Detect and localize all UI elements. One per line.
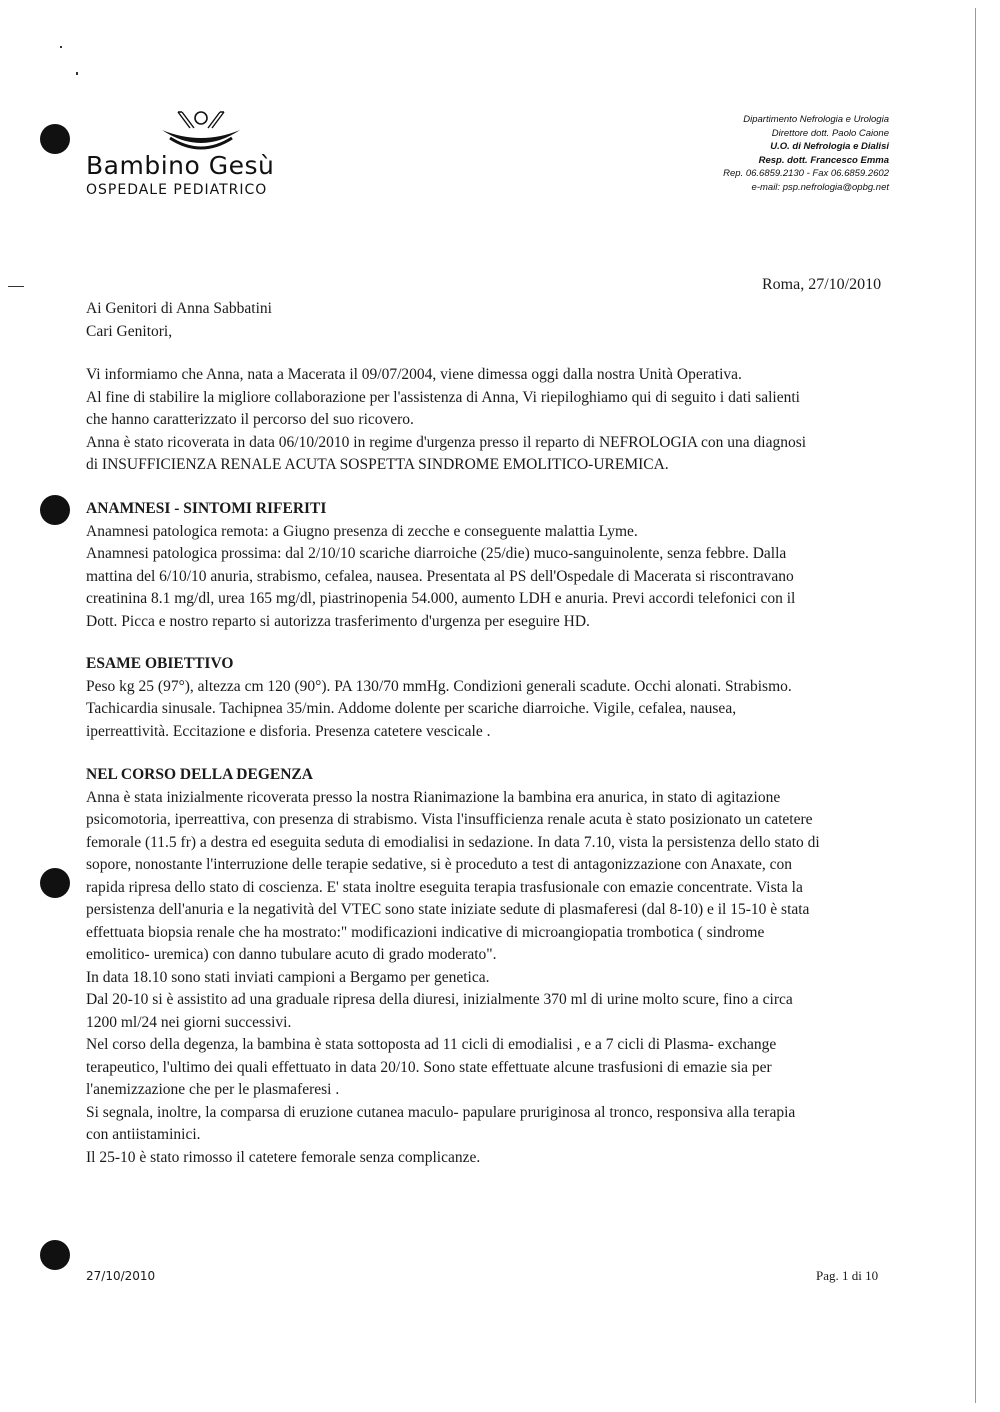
text-line: sopore, nonostante l'interruzione delle terapie sedative, si è proceduto a test di antagonizzazione con Anaxate, con [86, 856, 793, 873]
section-esame-obiettivo [86, 653, 886, 743]
text-line: Nel corso della degenza, la bambina è stata sottoposta ad 11 cicli di emodialisi , e a 7 cicli di Plasma- exchange [86, 1036, 777, 1053]
department-line: Dipartimento Nefrologia e Urologia [743, 114, 889, 125]
text-line: In data 18.10 sono stati inviati campioni a Bergamo per genetica. [86, 968, 490, 986]
text-line: terapeutico, l'ultimo dei quali effettuato in data 20/10. Sono state effettuate alcune trasfusioni di emazie sia per [86, 1058, 772, 1076]
text-line: Si segnala, inoltre, la comparsa di eruzione cutanea maculo- papulare pruriginosa al tronco, responsiva alla terapia [86, 1103, 796, 1121]
text-line: Vi informiamo che Anna, nata a Macerata il 09/07/2004, viene dimessa oggi dalla nostra Unità Operativa. [86, 366, 742, 383]
punch-hole [40, 495, 70, 525]
intro-paragraph [86, 364, 886, 477]
hospital-name: Bambino Gesù [86, 151, 275, 180]
section-heading: ANAMNESI - SINTOMI RIFERITI [86, 500, 327, 517]
text-line: 1200 ml/24 nei giorni successivi. [86, 1013, 292, 1031]
department-line: Resp. dott. Francesco Emma [758, 154, 889, 166]
department-line: Direttore dott. Paolo Caione [771, 127, 889, 139]
department-line: U.O. di Nefrologia e Dialisi [770, 141, 889, 152]
text-line: Anna è stato ricoverata in data 06/10/2010 in regime d'urgenza presso il reparto di NEFROLOGIA con una diagnosi [86, 433, 807, 451]
section-anamnesi [86, 498, 886, 633]
text-line: iperreattività. Eccitazione e disforia. Presenza catetere vescicale . [86, 722, 491, 740]
text-line: con antiistaminici. [86, 1126, 201, 1143]
greeting: Cari Genitori, [86, 322, 173, 340]
page-number: Pag. 1 di 10 [816, 1268, 879, 1283]
text-line: creatinina 8.1 mg/dl, urea 165 mg/dl, piastrinopenia 54.000, aumento LDH e anuria. Previ accordi telefonici con il [86, 590, 796, 607]
scan-mark [60, 46, 62, 48]
addressee: Ai Genitori di Anna Sabbatini [86, 300, 272, 317]
department-info [723, 113, 889, 194]
text-line: Il 25-10 è stato rimosso il catetere femorale senza complicanze. [86, 1148, 481, 1166]
bambino-gesu-logo-icon [156, 108, 246, 150]
hospital-logo [86, 108, 286, 200]
text-line: persistenza dell'anuria e la negatività del VTEC sono state iniziate sedute di plasmaferesi (dal 8-10) e il 15-10 è stata [86, 901, 810, 918]
text-line: Anamnesi patologica prossima: dal 2/10/10 scariche diarroiche (25/die) muco-sanguinolente, senza febbre. Dalla [86, 545, 787, 562]
text-line: Anna è stata inizialmente ricoverata presso la nostra Rianimazione la bambina era anurica, in stato di agitazione [86, 788, 781, 806]
text-line: psicomotoria, iperreattiva, con presenza di strabismo. Vista l'insufficienza renale acuta è stato posizionato un catetere [86, 811, 813, 828]
text-line: che hanno caratterizzato il percorso del suo ricovero. [86, 411, 414, 428]
department-email: e-mail: psp.nefrologia@opbg.net [751, 181, 889, 193]
text-line: Al fine di stabilire la migliore collaborazione per l'assistenza di Anna, Vi riepiloghiamo qui di seguito i dati salienti [86, 388, 800, 406]
scan-mark [8, 286, 24, 287]
text-line: mattina del 6/10/10 anuria, strabismo, cefalea, nausea. Presentata al PS dell'Ospedale di Macerata si riscontravano [86, 567, 794, 585]
text-line: rapida ripresa dello stato di coscienza. E' stata inoltre eseguita terapia trasfusionale con emazie concentrate. Vista la [86, 878, 803, 896]
section-heading: ESAME OBIETTIVO [86, 655, 234, 672]
salutation [86, 298, 886, 343]
text-line: femorale (11.5 fr) a destra ed eseguita seduta di emodialisi in sedazione. In data 7.10, vista la persistenza dello stato di [86, 833, 820, 851]
text-line: effettuata biopsia renale che ha mostrato:" modificazioni indicative di microangiopatia trombotica ( sindrome [86, 923, 765, 941]
section-degenza [86, 764, 886, 1169]
text-line: Anamnesi patologica remota: a Giugno presenza di zecche e conseguente malattia Lyme. [86, 522, 638, 540]
text-line: Dott. Picca e nostro reparto si autorizza trasferimento d'urgenza per eseguire HD. [86, 612, 590, 630]
punch-hole [40, 124, 70, 154]
scan-mark [76, 72, 78, 75]
text-line: di INSUFFICIENZA RENALE ACUTA SOSPETTA SINDROME EMOLITICO-UREMICA. [86, 456, 669, 473]
department-line: Rep. 06.6859.2130 - Fax 06.6859.2602 [723, 168, 889, 179]
text-line: Dal 20-10 si è assistito ad una graduale ripresa della diuresi, inizialmente 370 ml di urine molto scure, fino a circa [86, 991, 793, 1008]
footer-date: 27/10/2010 [86, 1269, 156, 1283]
text-line: Peso kg 25 (97°), altezza cm 120 (90°). PA 130/70 mmHg. Condizioni generali scadute. Occhi alonati. Strabismo. [86, 677, 792, 695]
text-line: Tachicardia sinusale. Tachipnea 35/min. Addome dolente per scariche diarroiche. Vigile, cefalea, nausea, [86, 700, 737, 717]
text-line: l'anemizzazione che per le plasmaferesi . [86, 1081, 340, 1098]
hospital-subtitle: OSPEDALE PEDIATRICO [86, 182, 268, 198]
section-heading: NEL CORSO DELLA DEGENZA [86, 766, 313, 783]
punch-hole [40, 1240, 70, 1270]
scan-edge-line [975, 8, 976, 1403]
text-line: emolitico- uremica) con danno tubulare acuto di grado moderato". [86, 946, 497, 963]
place-date: Roma, 27/10/2010 [762, 276, 882, 293]
punch-hole [40, 868, 70, 898]
